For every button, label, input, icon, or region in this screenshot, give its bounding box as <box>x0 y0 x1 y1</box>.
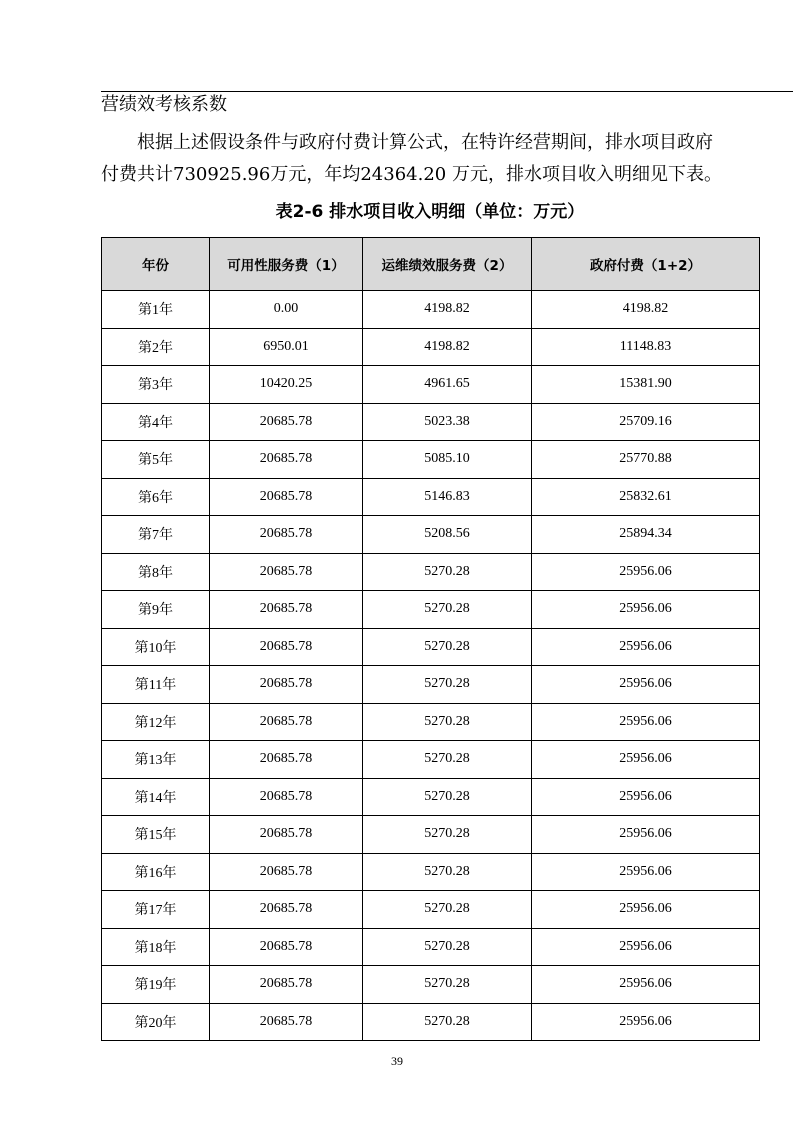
cell-government-payment: 4198.82 <box>532 291 760 329</box>
table-row <box>102 478 760 516</box>
cell-government-payment: 11148.83 <box>532 328 760 366</box>
cell-year: 第14年 <box>102 778 210 816</box>
cell-year: 第12年 <box>102 703 210 741</box>
cell-operation-fee: 5270.28 <box>363 1003 532 1041</box>
cell-government-payment: 25832.61 <box>532 478 760 516</box>
cell-availability-fee: 0.00 <box>210 291 363 329</box>
cell-operation-fee: 5270.28 <box>363 703 532 741</box>
cell-operation-fee: 5270.28 <box>363 553 532 591</box>
cell-operation-fee: 5085.10 <box>363 441 532 479</box>
header-government-payment: 政府付费（1+2） <box>532 238 760 291</box>
table-row <box>102 516 760 554</box>
cell-operation-fee: 5270.28 <box>363 966 532 1004</box>
cell-government-payment: 25894.34 <box>532 516 760 554</box>
cell-year: 第17年 <box>102 891 210 929</box>
cell-year: 第18年 <box>102 928 210 966</box>
header-availability-fee: 可用性服务费（1） <box>210 238 363 291</box>
cell-availability-fee: 20685.78 <box>210 1003 363 1041</box>
cell-operation-fee: 5146.83 <box>363 478 532 516</box>
table-row <box>102 403 760 441</box>
cell-year: 第16年 <box>102 853 210 891</box>
cell-government-payment: 25956.06 <box>532 591 760 629</box>
cell-government-payment: 25956.06 <box>532 853 760 891</box>
page-number: 39 <box>391 1054 403 1068</box>
cell-availability-fee: 20685.78 <box>210 478 363 516</box>
cell-availability-fee: 20685.78 <box>210 853 363 891</box>
table-row <box>102 366 760 404</box>
cell-government-payment: 25956.06 <box>532 703 760 741</box>
cell-availability-fee: 20685.78 <box>210 403 363 441</box>
table-row <box>102 553 760 591</box>
cell-operation-fee: 5270.28 <box>363 928 532 966</box>
table-row <box>102 778 760 816</box>
cell-operation-fee: 5270.28 <box>363 666 532 704</box>
table-row <box>102 928 760 966</box>
table-row <box>102 1003 760 1041</box>
cell-availability-fee: 20685.78 <box>210 741 363 779</box>
cell-government-payment: 25956.06 <box>532 816 760 854</box>
cell-availability-fee: 20685.78 <box>210 628 363 666</box>
table-row <box>102 816 760 854</box>
cell-availability-fee: 20685.78 <box>210 703 363 741</box>
table-header-row <box>102 238 760 291</box>
cell-operation-fee: 5270.28 <box>363 741 532 779</box>
cell-government-payment: 25770.88 <box>532 441 760 479</box>
cell-operation-fee: 5270.28 <box>363 591 532 629</box>
cell-year: 第9年 <box>102 591 210 629</box>
cell-year: 第8年 <box>102 553 210 591</box>
cell-availability-fee: 20685.78 <box>210 816 363 854</box>
continuation-text: 营绩效考核系数 <box>101 94 227 115</box>
cell-operation-fee: 5270.28 <box>363 628 532 666</box>
table-row <box>102 703 760 741</box>
cell-operation-fee: 5270.28 <box>363 816 532 854</box>
cell-year: 第3年 <box>102 366 210 404</box>
cell-operation-fee: 5023.38 <box>363 403 532 441</box>
cell-government-payment: 25956.06 <box>532 628 760 666</box>
cell-year: 第6年 <box>102 478 210 516</box>
cell-operation-fee: 5270.28 <box>363 778 532 816</box>
cell-government-payment: 25956.06 <box>532 891 760 929</box>
cell-year: 第19年 <box>102 966 210 1004</box>
table-row <box>102 628 760 666</box>
cell-government-payment: 15381.90 <box>532 366 760 404</box>
cell-year: 第15年 <box>102 816 210 854</box>
cell-availability-fee: 10420.25 <box>210 366 363 404</box>
cell-government-payment: 25709.16 <box>532 403 760 441</box>
cell-government-payment: 25956.06 <box>532 1003 760 1041</box>
cell-operation-fee: 4961.65 <box>363 366 532 404</box>
cell-government-payment: 25956.06 <box>532 778 760 816</box>
cell-year: 第5年 <box>102 441 210 479</box>
cell-year: 第20年 <box>102 1003 210 1041</box>
cell-year: 第11年 <box>102 666 210 704</box>
table-caption: 表2-6 排水项目收入明细（单位：万元） <box>275 202 585 222</box>
paragraph-line-2: 付费共计730925.96万元，年均24364.20 万元，排水项目收入明细见下表。 <box>101 164 722 185</box>
cell-operation-fee: 4198.82 <box>363 328 532 366</box>
table-row <box>102 741 760 779</box>
cell-government-payment: 25956.06 <box>532 666 760 704</box>
table-body <box>102 291 760 1041</box>
table-row <box>102 441 760 479</box>
cell-year: 第10年 <box>102 628 210 666</box>
header-year: 年份 <box>102 238 210 291</box>
cell-operation-fee: 5270.28 <box>363 853 532 891</box>
cell-operation-fee: 5270.28 <box>363 891 532 929</box>
paragraph-line-1: 根据上述假设条件与政府付费计算公式，在特许经营期间，排水项目政府 <box>137 132 713 153</box>
cell-availability-fee: 20685.78 <box>210 778 363 816</box>
cell-availability-fee: 20685.78 <box>210 666 363 704</box>
cell-year: 第1年 <box>102 291 210 329</box>
cell-availability-fee: 20685.78 <box>210 441 363 479</box>
cell-availability-fee: 20685.78 <box>210 516 363 554</box>
cell-year: 第7年 <box>102 516 210 554</box>
cell-availability-fee: 20685.78 <box>210 591 363 629</box>
table-row <box>102 591 760 629</box>
cell-government-payment: 25956.06 <box>532 741 760 779</box>
cell-government-payment: 25956.06 <box>532 966 760 1004</box>
cell-operation-fee: 5208.56 <box>363 516 532 554</box>
cell-availability-fee: 20685.78 <box>210 553 363 591</box>
cell-government-payment: 25956.06 <box>532 553 760 591</box>
cell-availability-fee: 6950.01 <box>210 328 363 366</box>
table-row <box>102 291 760 329</box>
cell-government-payment: 25956.06 <box>532 928 760 966</box>
cell-availability-fee: 20685.78 <box>210 891 363 929</box>
table-row <box>102 666 760 704</box>
table-row <box>102 891 760 929</box>
cell-year: 第2年 <box>102 328 210 366</box>
cell-year: 第4年 <box>102 403 210 441</box>
revenue-table <box>101 237 760 1041</box>
table-row <box>102 328 760 366</box>
table-row <box>102 853 760 891</box>
table-header <box>102 238 760 291</box>
cell-year: 第13年 <box>102 741 210 779</box>
cell-operation-fee: 4198.82 <box>363 291 532 329</box>
cell-availability-fee: 20685.78 <box>210 966 363 1004</box>
table-row <box>102 966 760 1004</box>
header-operation-fee: 运维绩效服务费（2） <box>363 238 532 291</box>
cell-availability-fee: 20685.78 <box>210 928 363 966</box>
